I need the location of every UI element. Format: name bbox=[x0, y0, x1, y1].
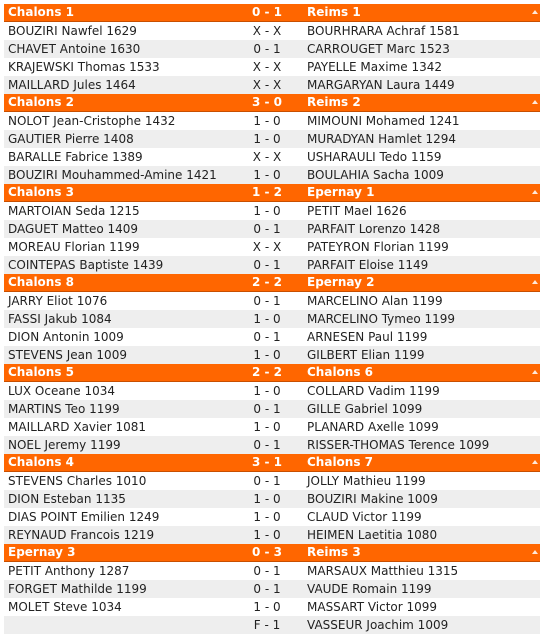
match-score: 3 - 1 bbox=[251, 455, 283, 469]
match-away-team: Chalons 6 bbox=[307, 365, 374, 379]
white-player: DAGUET Matteo 1409 bbox=[4, 220, 231, 238]
sort-arrow-icon bbox=[532, 190, 538, 194]
match-header bbox=[4, 94, 540, 112]
black-player: PETIT Mael 1626 bbox=[303, 202, 540, 220]
white-player: REYNAUD Francois 1219 bbox=[4, 526, 231, 544]
match-away-team: Epernay 1 bbox=[307, 185, 375, 199]
black-player: COLLARD Vadim 1199 bbox=[303, 382, 540, 400]
match-away-team-cell bbox=[303, 364, 540, 382]
board-result: 1 - 0 bbox=[231, 382, 303, 400]
match-score: 0 - 1 bbox=[251, 5, 283, 19]
board-row bbox=[4, 616, 540, 634]
black-player: RISSER-THOMAS Terence 1099 bbox=[303, 436, 540, 454]
white-player: MARTOIAN Seda 1215 bbox=[4, 202, 231, 220]
board-result: 0 - 1 bbox=[231, 400, 303, 418]
board-row bbox=[4, 382, 540, 400]
board-result: 1 - 0 bbox=[231, 598, 303, 616]
match-score-cell bbox=[231, 454, 303, 472]
black-player: PARFAIT Lorenzo 1428 bbox=[303, 220, 540, 238]
white-player: MOREAU Florian 1199 bbox=[4, 238, 231, 256]
match-score: 1 - 2 bbox=[251, 185, 283, 199]
white-player: STEVENS Jean 1009 bbox=[4, 346, 231, 364]
match-home-team: Chalons 2 bbox=[8, 95, 75, 109]
match-home-team: Chalons 5 bbox=[8, 365, 75, 379]
black-player: PLANARD Axelle 1099 bbox=[303, 418, 540, 436]
board-row bbox=[4, 310, 540, 328]
board-row bbox=[4, 400, 540, 418]
board-row bbox=[4, 598, 540, 616]
match-away-team-cell bbox=[303, 274, 540, 292]
board-result: 0 - 1 bbox=[231, 580, 303, 598]
board-row bbox=[4, 292, 540, 310]
board-row bbox=[4, 76, 540, 94]
black-player: PATEYRON Florian 1199 bbox=[303, 238, 540, 256]
sort-arrow-icon bbox=[532, 550, 538, 554]
match-away-team-cell bbox=[303, 184, 540, 202]
match-away-team: Reims 2 bbox=[307, 95, 361, 109]
black-player: MARCELINO Tymeo 1199 bbox=[303, 310, 540, 328]
match-score-cell bbox=[231, 94, 303, 112]
board-result: X - X bbox=[231, 58, 303, 76]
black-player: VAUDE Romain 1199 bbox=[303, 580, 540, 598]
board-result: 1 - 0 bbox=[231, 310, 303, 328]
board-result: 1 - 0 bbox=[231, 166, 303, 184]
board-row bbox=[4, 148, 540, 166]
match-header bbox=[4, 454, 540, 472]
black-player: MURADYAN Hamlet 1294 bbox=[303, 130, 540, 148]
board-result: 0 - 1 bbox=[231, 292, 303, 310]
white-player: MARTINS Teo 1199 bbox=[4, 400, 231, 418]
board-row bbox=[4, 166, 540, 184]
match-home-team-cell bbox=[4, 274, 231, 292]
match-away-team-cell bbox=[303, 544, 540, 562]
sort-arrow-icon bbox=[532, 370, 538, 374]
white-player: LUX Oceane 1034 bbox=[4, 382, 231, 400]
match-score-cell bbox=[231, 544, 303, 562]
black-player: BOURHRARA Achraf 1581 bbox=[303, 22, 540, 40]
board-result: 0 - 1 bbox=[231, 328, 303, 346]
black-player: BOULAHIA Sacha 1009 bbox=[303, 166, 540, 184]
match-score: 2 - 2 bbox=[251, 365, 283, 379]
black-player: GILLE Gabriel 1099 bbox=[303, 400, 540, 418]
black-player: MIMOUNI Mohamed 1241 bbox=[303, 112, 540, 130]
match-home-team-cell bbox=[4, 544, 231, 562]
match-home-team-cell bbox=[4, 94, 231, 112]
black-player: MASSART Victor 1099 bbox=[303, 598, 540, 616]
black-player: CLAUD Victor 1199 bbox=[303, 508, 540, 526]
board-row bbox=[4, 112, 540, 130]
white-player: MAILLARD Xavier 1081 bbox=[4, 418, 231, 436]
match-home-team-cell bbox=[4, 4, 231, 22]
board-result: 1 - 0 bbox=[231, 130, 303, 148]
board-result: 0 - 1 bbox=[231, 256, 303, 274]
black-player: PARFAIT Eloise 1149 bbox=[303, 256, 540, 274]
match-home-team-cell bbox=[4, 454, 231, 472]
sort-arrow-icon bbox=[532, 460, 538, 464]
white-player: DION Antonin 1009 bbox=[4, 328, 231, 346]
white-player: MOLET Steve 1034 bbox=[4, 598, 231, 616]
match-header bbox=[4, 544, 540, 562]
match-header bbox=[4, 364, 540, 382]
sort-arrow-icon bbox=[532, 10, 538, 14]
match-home-team-cell bbox=[4, 364, 231, 382]
black-player: USHARAULI Tedo 1159 bbox=[303, 148, 540, 166]
black-player: JOLLY Mathieu 1199 bbox=[303, 472, 540, 490]
board-result: F - 1 bbox=[231, 616, 303, 634]
match-header bbox=[4, 184, 540, 202]
results-table bbox=[4, 4, 540, 634]
black-player: MARGARYAN Laura 1449 bbox=[303, 76, 540, 94]
board-row bbox=[4, 562, 540, 580]
white-player bbox=[4, 616, 231, 634]
board-result: X - X bbox=[231, 76, 303, 94]
white-player: JARRY Eliot 1076 bbox=[4, 292, 231, 310]
match-home-team: Epernay 3 bbox=[8, 545, 76, 559]
match-away-team-cell bbox=[303, 94, 540, 112]
board-row bbox=[4, 580, 540, 598]
white-player: BOUZIRI Mouhammed-Amine 1421 bbox=[4, 166, 231, 184]
board-row bbox=[4, 220, 540, 238]
board-result: 0 - 1 bbox=[231, 220, 303, 238]
black-player: VASSEUR Joachim 1009 bbox=[303, 616, 540, 634]
sort-arrow-icon bbox=[532, 100, 538, 104]
match-away-team: Reims 3 bbox=[307, 545, 361, 559]
match-away-team-cell bbox=[303, 4, 540, 22]
white-player: NOEL Jeremy 1199 bbox=[4, 436, 231, 454]
black-player: GILBERT Elian 1199 bbox=[303, 346, 540, 364]
white-player: FORGET Mathilde 1199 bbox=[4, 580, 231, 598]
board-result: 1 - 0 bbox=[231, 202, 303, 220]
white-player: FASSI Jakub 1084 bbox=[4, 310, 231, 328]
white-player: DIAS POINT Emilien 1249 bbox=[4, 508, 231, 526]
board-row bbox=[4, 490, 540, 508]
board-result: X - X bbox=[231, 148, 303, 166]
board-result: 0 - 1 bbox=[231, 562, 303, 580]
black-player: MARCELINO Alan 1199 bbox=[303, 292, 540, 310]
results-body bbox=[4, 4, 540, 634]
match-score: 0 - 3 bbox=[251, 545, 283, 559]
board-row bbox=[4, 328, 540, 346]
board-row bbox=[4, 22, 540, 40]
white-player: MAILLARD Jules 1464 bbox=[4, 76, 231, 94]
white-player: KRAJEWSKI Thomas 1533 bbox=[4, 58, 231, 76]
match-score-cell bbox=[231, 274, 303, 292]
board-row bbox=[4, 346, 540, 364]
black-player: CARROUGET Marc 1523 bbox=[303, 40, 540, 58]
black-player: MARSAUX Matthieu 1315 bbox=[303, 562, 540, 580]
match-home-team: Chalons 8 bbox=[8, 275, 75, 289]
board-result: 0 - 1 bbox=[231, 436, 303, 454]
black-player: ARNESEN Paul 1199 bbox=[303, 328, 540, 346]
board-row bbox=[4, 202, 540, 220]
match-score-cell bbox=[231, 184, 303, 202]
board-row bbox=[4, 472, 540, 490]
board-result: X - X bbox=[231, 22, 303, 40]
black-player: HEIMEN Laetitia 1080 bbox=[303, 526, 540, 544]
match-home-team: Chalons 4 bbox=[8, 455, 75, 469]
board-result: 1 - 0 bbox=[231, 526, 303, 544]
match-score-cell bbox=[231, 4, 303, 22]
white-player: COINTEPAS Baptiste 1439 bbox=[4, 256, 231, 274]
board-row bbox=[4, 418, 540, 436]
white-player: DION Esteban 1135 bbox=[4, 490, 231, 508]
white-player: STEVENS Charles 1010 bbox=[4, 472, 231, 490]
board-row bbox=[4, 58, 540, 76]
match-home-team-cell bbox=[4, 184, 231, 202]
match-home-team: Chalons 1 bbox=[8, 5, 75, 19]
black-player: BOUZIRI Makine 1009 bbox=[303, 490, 540, 508]
match-away-team: Chalons 7 bbox=[307, 455, 374, 469]
sort-arrow-icon bbox=[532, 280, 538, 284]
match-score: 3 - 0 bbox=[251, 95, 283, 109]
match-home-team: Chalons 3 bbox=[8, 185, 75, 199]
board-row bbox=[4, 40, 540, 58]
board-result: 0 - 1 bbox=[231, 472, 303, 490]
board-result: 0 - 1 bbox=[231, 40, 303, 58]
board-result: X - X bbox=[231, 238, 303, 256]
match-away-team: Epernay 2 bbox=[307, 275, 375, 289]
match-away-team-cell bbox=[303, 454, 540, 472]
board-row bbox=[4, 238, 540, 256]
white-player: NOLOT Jean-Cristophe 1432 bbox=[4, 112, 231, 130]
white-player: BARALLE Fabrice 1389 bbox=[4, 148, 231, 166]
board-result: 1 - 0 bbox=[231, 112, 303, 130]
board-row bbox=[4, 256, 540, 274]
match-header bbox=[4, 274, 540, 292]
board-row bbox=[4, 436, 540, 454]
board-row bbox=[4, 130, 540, 148]
white-player: PETIT Anthony 1287 bbox=[4, 562, 231, 580]
white-player: GAUTIER Pierre 1408 bbox=[4, 130, 231, 148]
white-player: BOUZIRI Nawfel 1629 bbox=[4, 22, 231, 40]
match-score: 2 - 2 bbox=[251, 275, 283, 289]
black-player: PAYELLE Maxime 1342 bbox=[303, 58, 540, 76]
board-result: 1 - 0 bbox=[231, 508, 303, 526]
board-row bbox=[4, 526, 540, 544]
match-away-team: Reims 1 bbox=[307, 5, 361, 19]
match-header bbox=[4, 4, 540, 22]
board-result: 1 - 0 bbox=[231, 346, 303, 364]
board-row bbox=[4, 508, 540, 526]
match-score-cell bbox=[231, 364, 303, 382]
board-result: 1 - 0 bbox=[231, 490, 303, 508]
board-result: 1 - 0 bbox=[231, 418, 303, 436]
white-player: CHAVET Antoine 1630 bbox=[4, 40, 231, 58]
